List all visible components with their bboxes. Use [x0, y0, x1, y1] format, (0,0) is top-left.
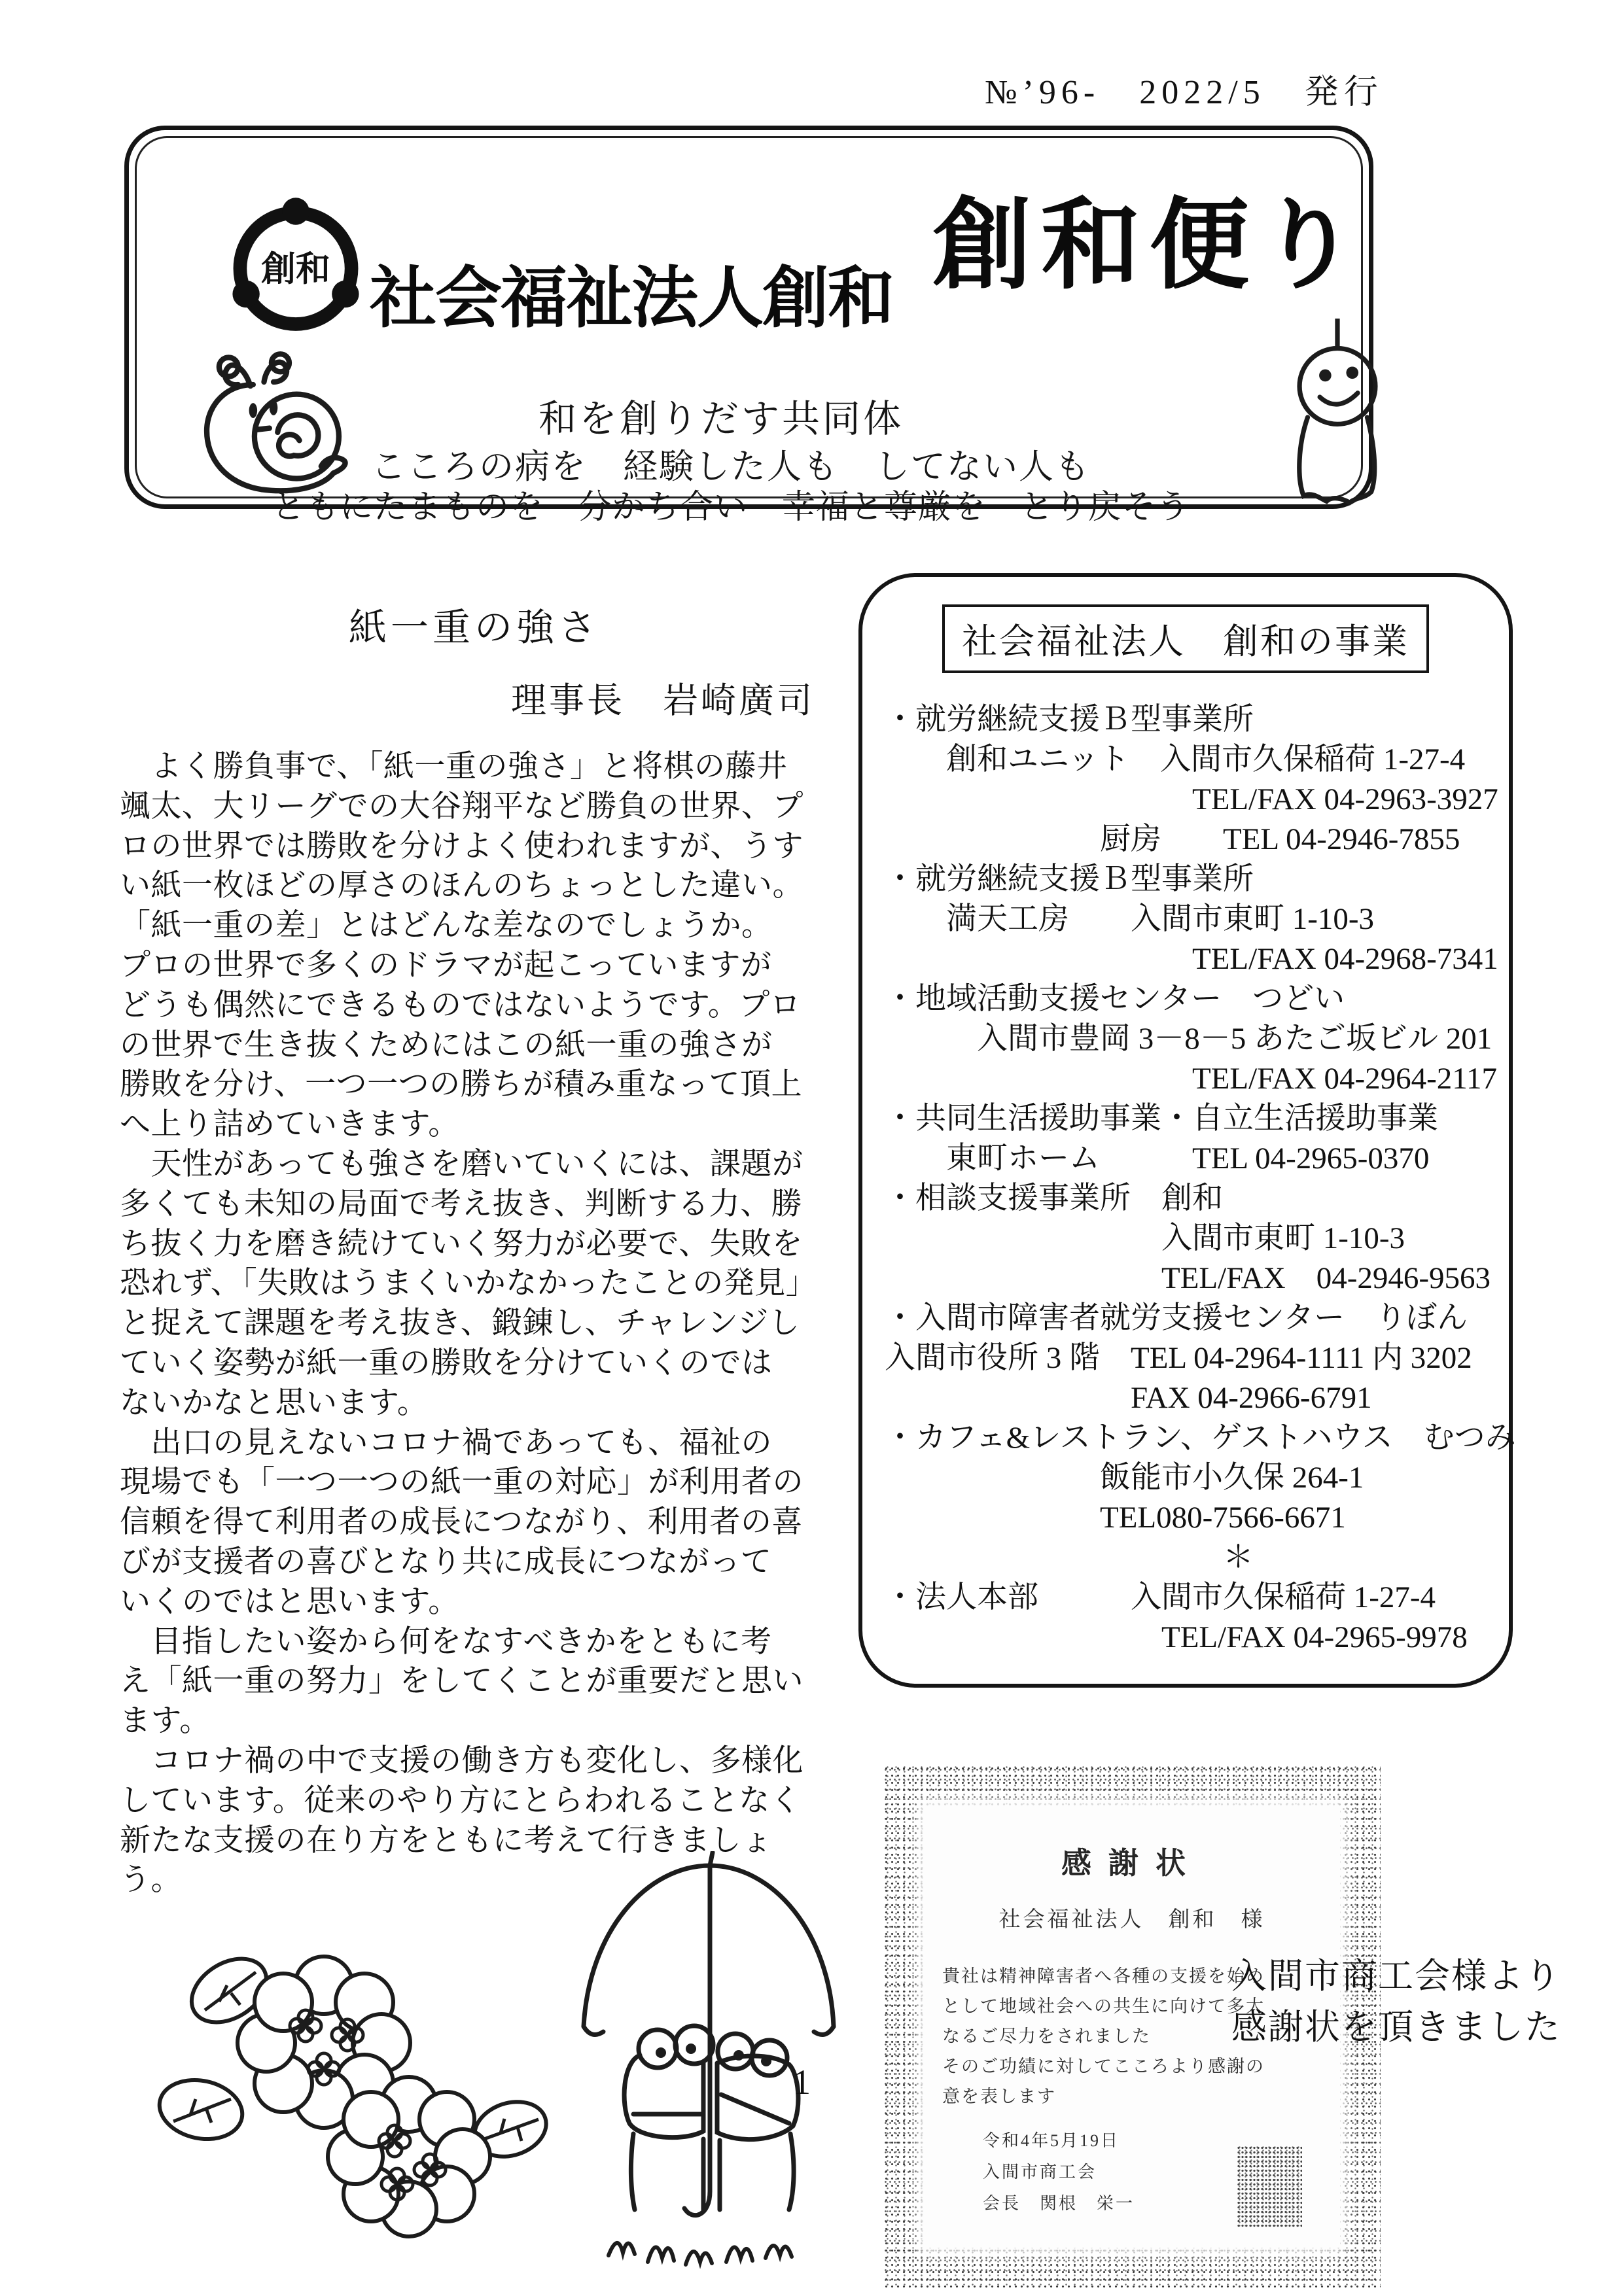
service-line: 入間市豊岡 3－8－5 あたご坂ビル 201 — [885, 1022, 1492, 1056]
service-line: ＊ — [885, 1540, 1254, 1574]
issue-line: №’96- 2022/5 発行 — [985, 74, 1383, 111]
certificate-caption-line2: 感謝状を頂きました — [1231, 2008, 1561, 2047]
certificate-signer: 会長 関根 栄一 — [983, 2194, 1135, 2213]
service-line: ・カフェ&レストラン、ゲストハウス むつみ — [885, 1421, 1516, 1455]
certificate-title: 感謝状 — [1061, 1847, 1203, 1880]
article-line: 出口の見えないコロナ禍であっても、福祉の — [120, 1425, 773, 1460]
certificate-date: 令和4年5月19日 — [983, 2131, 1120, 2150]
article-line: う。 — [120, 1863, 182, 1898]
article-line: ロの世界では勝敗を分けよく使われますが、うす — [120, 829, 803, 863]
service-line: TEL080-7566-6671 — [885, 1501, 1346, 1535]
article-line: へ上り詰めていきます。 — [120, 1107, 459, 1142]
service-line: 創和ユニット 入間市久保稲荷 1-27-4 — [885, 742, 1466, 776]
certificate-body-line: 意を表します — [942, 2087, 1056, 2106]
service-line: 入間市役所 3 階 TEL 04-2964-1111 内 3202 — [885, 1341, 1472, 1375]
services-list — [885, 700, 1516, 1658]
service-line: TEL/FAX 04-2963-3927 — [885, 782, 1498, 816]
service-line: TEL/FAX 04-2946-9563 — [885, 1261, 1491, 1295]
sowa-logo-icon — [221, 193, 371, 350]
article-line: 颯太、大リーグでの大谷翔平など勝負の世界、プ — [120, 789, 803, 824]
certificate-issuer: 入間市商工会 — [983, 2163, 1097, 2182]
article-line: 信頼を得て利用者の成長につながり、利用者の喜 — [120, 1505, 803, 1540]
services-title: 社会福祉法人 創和の事業 — [942, 604, 1429, 673]
service-line: TEL/FAX 04-2964-2117 — [885, 1062, 1498, 1096]
article-line: え「紙一重の努力」をしてくことが重要だと思い — [120, 1664, 803, 1699]
teruterubozu-illustration — [1288, 319, 1386, 515]
article-line: コロナ禍の中で支援の働き方も変化し、多様化 — [120, 1743, 803, 1778]
article-line: しています。従来のやり方にとらわれることなく — [120, 1783, 802, 1818]
org-name: 社会福祉法人創和 — [370, 261, 893, 336]
article-line: 恐れず、「失敗はうまくいかなかったことの発見」 — [120, 1266, 817, 1301]
tagline: 和を創りだす共同体 — [538, 398, 904, 440]
article-line: 目指したい姿から何をなすべきかをともに考 — [120, 1624, 772, 1659]
snail-illustration — [188, 333, 358, 503]
grass-strokes — [609, 2243, 792, 2265]
services-box — [858, 573, 1516, 1688]
service-line: 飯能市小久保 264-1 — [885, 1461, 1364, 1495]
article-line: ないかなと思います。 — [120, 1385, 429, 1420]
service-line: FAX 04-2966-6791 — [885, 1381, 1372, 1415]
page-number: 1 — [793, 2062, 811, 2102]
service-line: ・相談支援事業所 創和 — [885, 1181, 1223, 1215]
article-line: ます。 — [120, 1704, 211, 1739]
article-line: と捉えて課題を考え抜き、鍛錬し、チャレンジし — [120, 1306, 800, 1341]
service-line: TEL/FAX 04-2965-9978 — [885, 1620, 1468, 1654]
article-line: い紙一枚ほどの厚さのほんのちょっとした違い。 — [120, 869, 803, 903]
article-line: いくのではと思います。 — [120, 1584, 459, 1619]
certificate-caption — [1231, 1951, 1561, 2053]
article-line: プロの世界で多くのドラマが起こっていますが — [120, 948, 772, 983]
slogan-line-1: こころの病を 経験した人も してない人も — [371, 448, 1091, 486]
masthead-box — [124, 126, 1373, 526]
certificate-seal — [1237, 2146, 1302, 2227]
service-line: 厨房 TEL 04-2946-7855 — [885, 822, 1460, 856]
article-line: ていく姿勢が紙一重の勝敗を分けていくのでは — [120, 1346, 773, 1380]
article-body — [120, 747, 836, 1900]
service-line: 満天工房 入間市東町 1-10-3 — [885, 902, 1375, 936]
service-line: ・地域活動支援センター つどい — [885, 982, 1345, 1016]
service-line: 入間市東町 1-10-3 — [885, 1221, 1405, 1255]
article-line: 現場でも「一つ一つの紙一重の対応」が利用者の — [120, 1465, 803, 1500]
article-line: どうも偶然にできるものではないようです。プロ — [120, 988, 802, 1022]
flower-cluster-lower — [328, 2077, 490, 2236]
article-line: びが支援者の喜びとなり共に成長につながって — [120, 1544, 772, 1579]
article-line: よく勝負事で、「紙一重の強さ」と将棋の藤井 — [120, 750, 788, 784]
certificate-caption-line1: 入間市商工会様より — [1231, 1957, 1561, 1996]
service-line: 東町ホーム TEL 04-2965-0370 — [885, 1141, 1430, 1175]
certificate-body-line: そのご功績に対してこころより感謝の — [942, 2057, 1265, 2076]
slogan-line-2: ともにたまものを 分かち合い 幸福と尊厳を とり戻そう — [271, 489, 1190, 526]
article-line: 新たな支援の在り方をともに考えて行きましょ — [120, 1823, 773, 1858]
service-line: ・共同生活援助事業・自立生活援助事業 — [885, 1102, 1438, 1136]
service-line: ・就労継続支援Ｂ型事業所 — [885, 862, 1254, 896]
certificate-body-line: として地域社会への共生に向けて多大 — [942, 1996, 1265, 2016]
certificate-body-line: なるご尽力をされました — [942, 2026, 1151, 2046]
article-line: 「紙一重の差」とはどんな差なのでしょうか。 — [120, 909, 773, 943]
logo-text: 創和 — [261, 249, 330, 288]
service-line: TEL/FAX 04-2968-7341 — [885, 942, 1498, 976]
certificate-recipient: 社会福祉法人 創和 様 — [998, 1908, 1265, 1932]
article-line: ち抜く力を磨き続けていく努力が必要で、失敗を — [120, 1226, 803, 1261]
article-line: 天性があっても強さを磨いていくには、課題が — [120, 1147, 803, 1181]
article-line: 多くても未知の局面で考え抜き、判断する力、勝 — [120, 1187, 803, 1221]
article-line: の世界で生き抜くためにはこの紙一重の強さが — [120, 1028, 773, 1062]
article-line: 勝敗を分け、一つ一つの勝ちが積み重なって頂上 — [120, 1068, 803, 1102]
paper-title: 創和便り — [932, 190, 1367, 301]
service-line: ・入間市障害者就労支援センター りぼん — [885, 1301, 1468, 1335]
hydrangea-illustration — [128, 1913, 566, 2267]
certificate-body-line: 貴社は精神障害者へ各種の支援を始め — [942, 1966, 1265, 1986]
service-line: ・就労継続支援Ｂ型事業所 — [885, 703, 1254, 737]
article-byline: 理事長 岩崎廣司 — [511, 681, 815, 720]
article-title: 紙一重の強さ — [348, 606, 600, 649]
service-line: ・法人本部 入間市久保稲荷 1-27-4 — [885, 1580, 1436, 1614]
